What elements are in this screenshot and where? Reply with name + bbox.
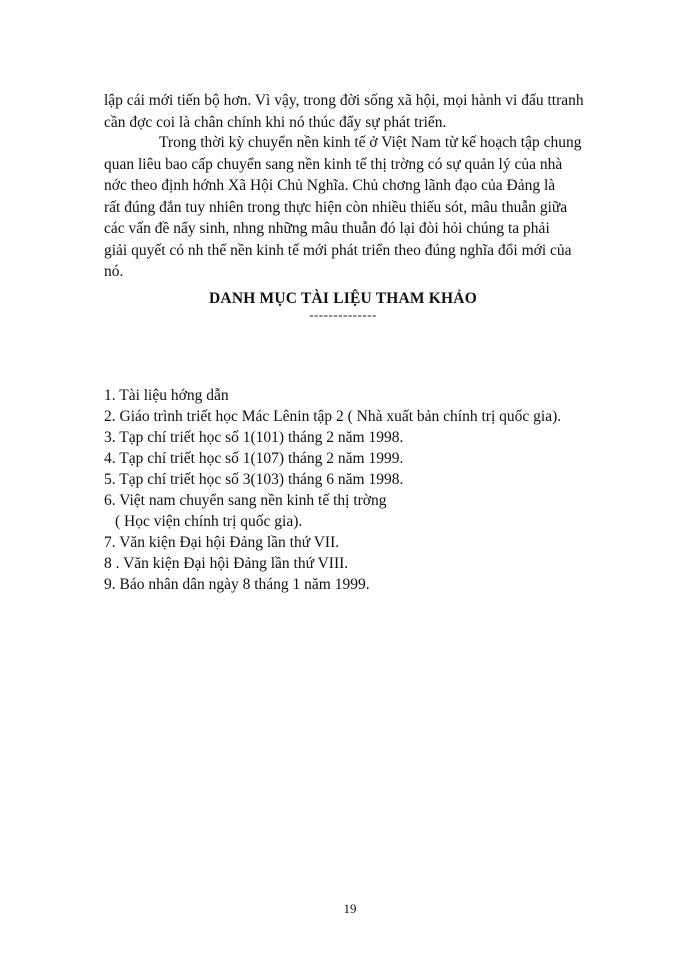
reference-item: 1. Tài liệu hớng dẫn (104, 387, 229, 404)
body-paragraph-2 (104, 132, 582, 283)
paragraph-line: lập cái mới tiến bộ hơn. Vì vậy, trong đời sống xã hội, mọi hành vi đấu ttranh (104, 92, 584, 109)
reference-item: 6. Việt nam chuyển sang nền kinh tế thị trờng (104, 492, 387, 509)
paragraph-line: giải quyết có nh thế nền kinh tế mới phát triển theo đúng nghĩa đổi mới của (104, 241, 572, 259)
body-paragraph-1 (104, 90, 582, 133)
reference-item: 2. Giáo trình triết học Mác Lênin tập 2 ( Nhà xuất bản chính trị quốc gia). (104, 408, 562, 425)
paragraph-line: quan liêu bao cấp chuyển sang nền kinh tế thị trờng có sự quản lý của nhà (104, 155, 563, 173)
reference-item-continuation: ( Học viện chính trị quốc gia). (115, 513, 303, 530)
reference-item: 5. Tạp chí triết học số 3(103) tháng 6 năm 1998. (104, 471, 404, 488)
reference-item: 9. Báo nhân dân ngày 8 tháng 1 năm 1999. (104, 576, 370, 593)
reference-item: 7. Văn kiện Đại hội Đảng lần thứ VII. (104, 534, 340, 551)
paragraph-line: nó. (104, 263, 124, 280)
reference-item: 8 . Văn kiện Đại hội Đảng lần thứ VIII. (104, 555, 349, 572)
reference-item: 3. Tạp chí triết học số 1(101) tháng 2 năm 1998. (104, 429, 404, 446)
paragraph-line: rất đúng đắn tuy nhiên trong thực hiện còn nhiều thiếu sót, mâu thuẫn giữa (104, 198, 568, 216)
reference-list (104, 385, 604, 595)
paragraph-line: cần đợc coi là chân chính khi nó thúc đẩy sự phát triển. (104, 113, 447, 131)
reference-item: 4. Tạp chí triết học số 1(107) tháng 2 năm 1999. (104, 450, 404, 467)
paragraph-line: các vấn đề nẩy sinh, nhng những mâu thuẫn đó lại đòi hỏi chúng ta phải (104, 220, 550, 237)
page-number: 19 (343, 901, 357, 916)
paragraph-line: Trong thời kỳ chuyển nền kinh tế ở Việt Nam từ kế hoạch tập chung (159, 134, 582, 151)
references-heading: DANH MỤC TÀI LIỆU THAM KHẢO (209, 290, 477, 307)
heading-divider: -------------- (309, 307, 377, 322)
paragraph-line: nớc theo định hớnh Xã Hội Chủ Nghĩa. Chủ chơng lãnh đạo của Đảng là (104, 177, 556, 194)
